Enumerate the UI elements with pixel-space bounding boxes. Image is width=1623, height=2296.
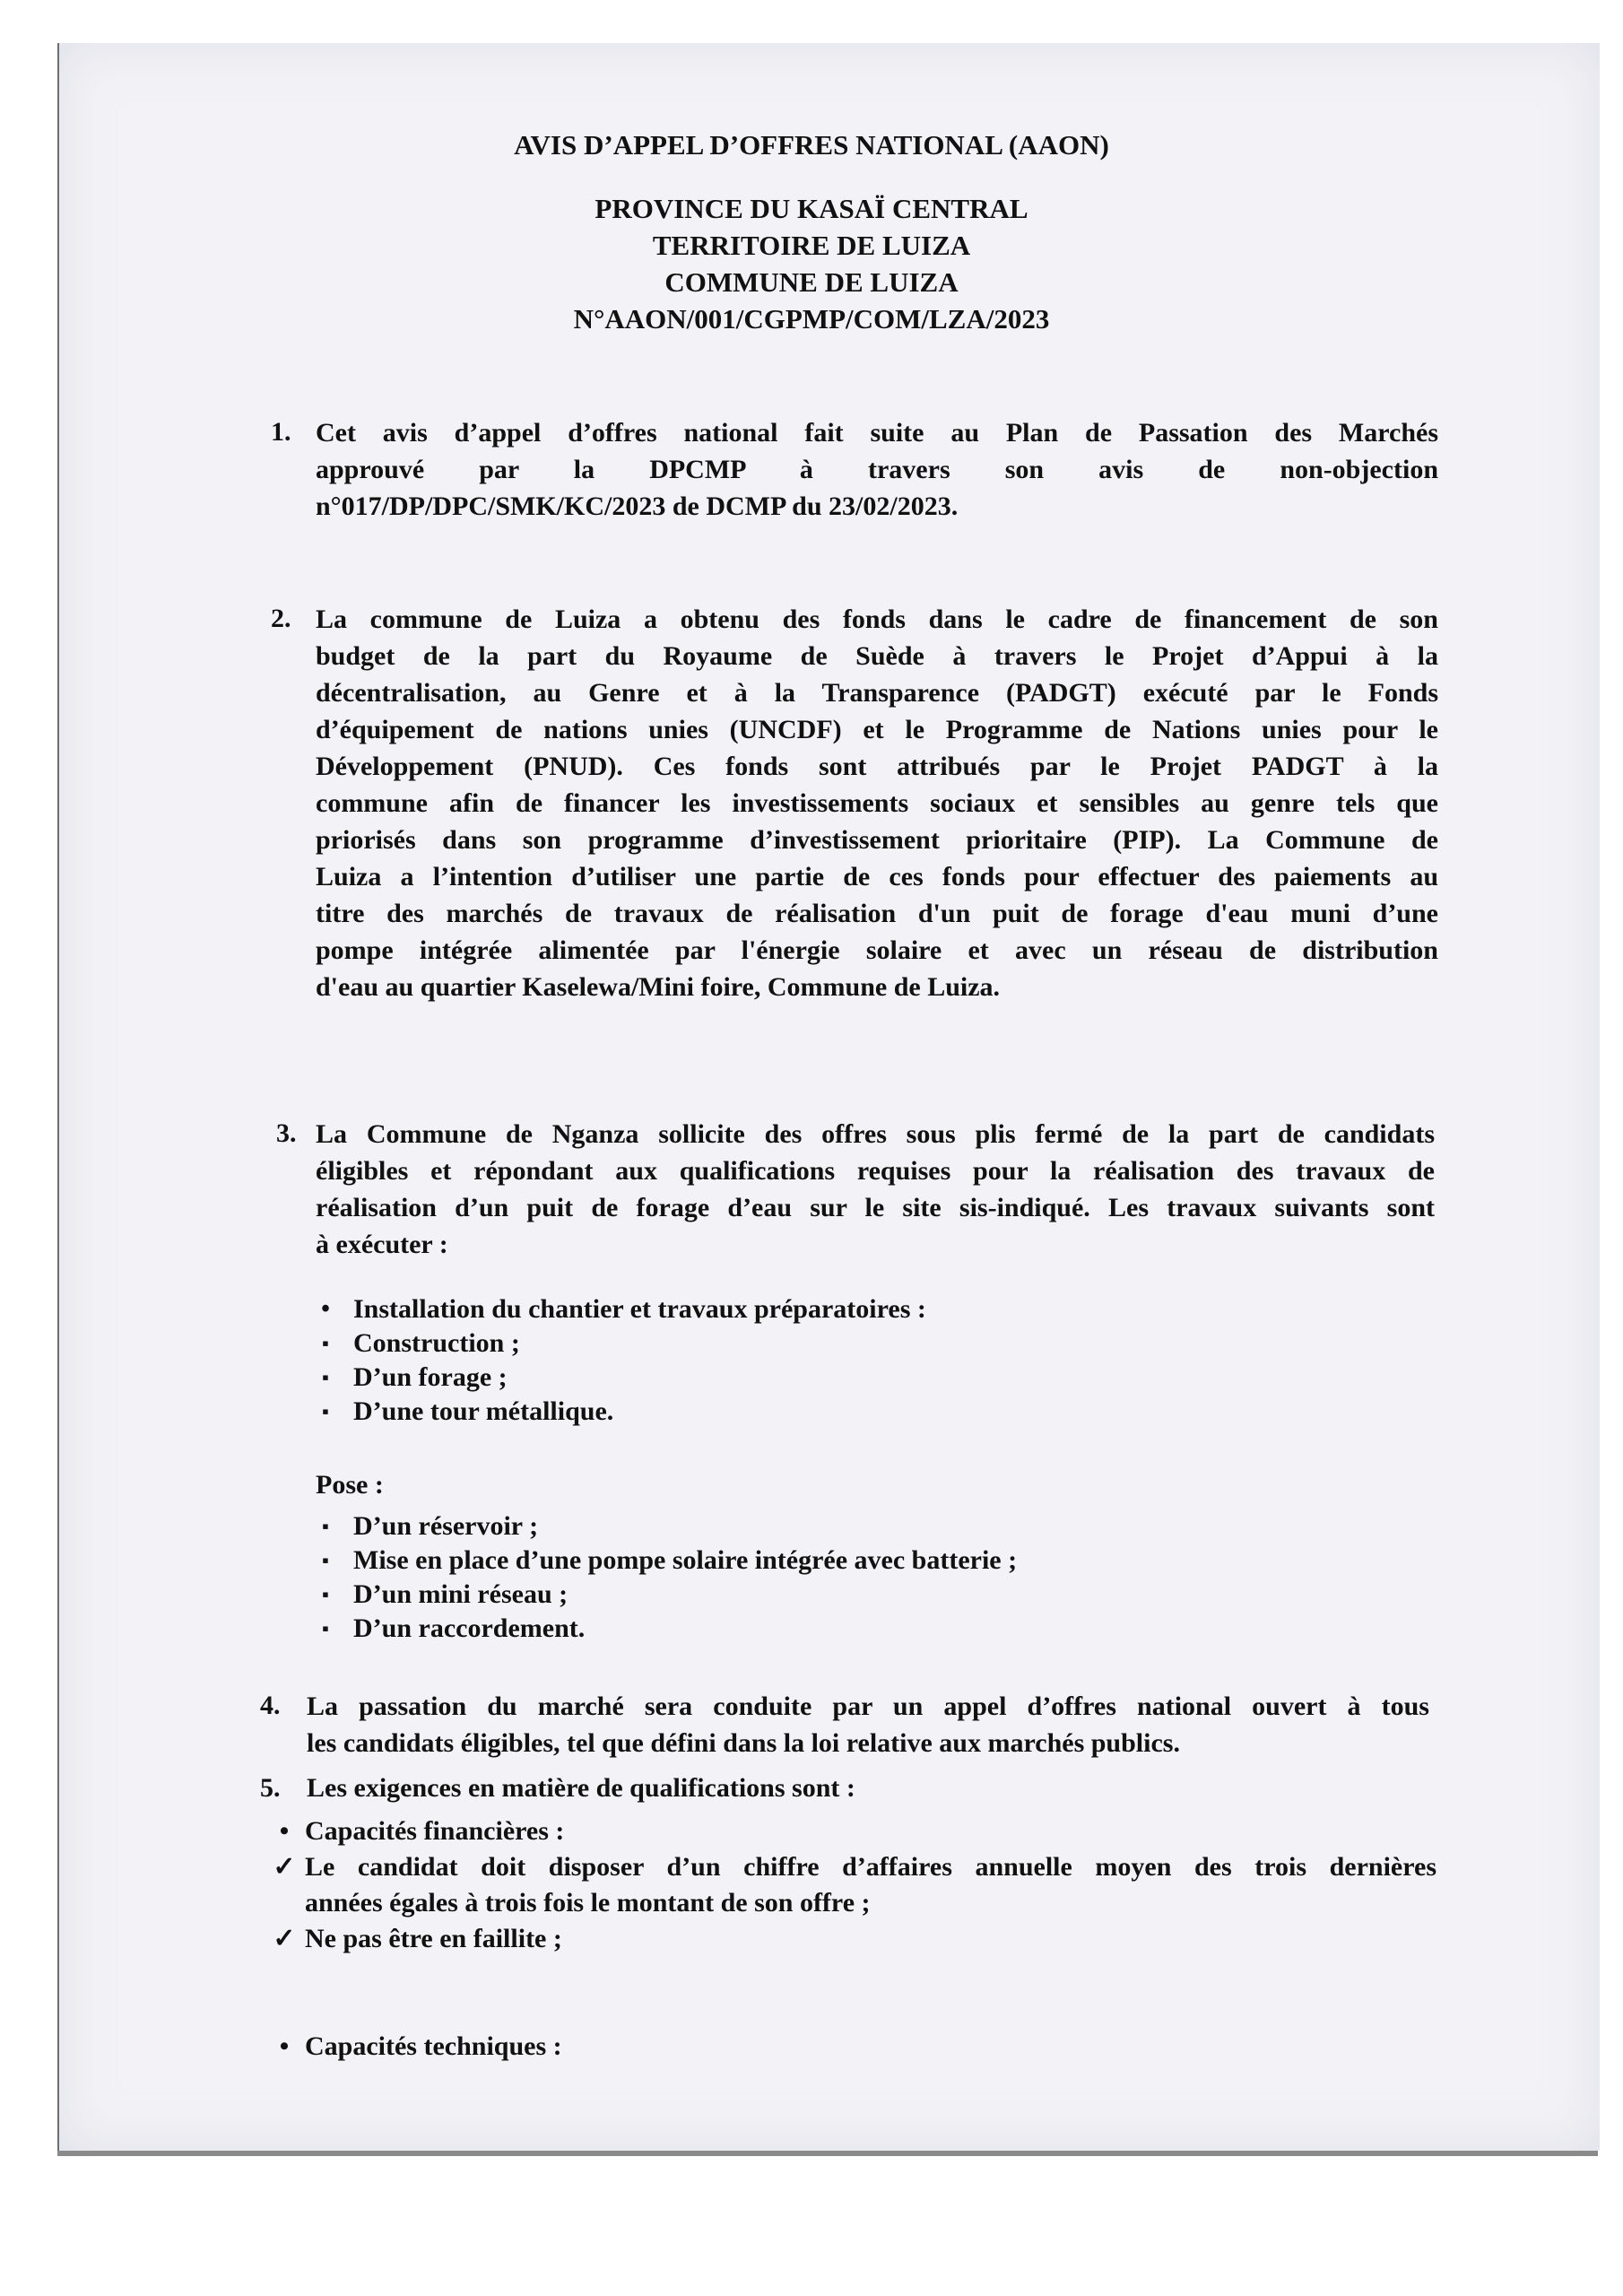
section-3-line: La Commune de Nganza sollicite des offres sous plis fermé de la part de candidats [316,1119,1435,1149]
section-5-number: 5. [260,1773,281,1803]
list-item [312,1292,1388,1326]
list-item [312,1578,1388,1612]
list-item-text: D’un réservoir ; [353,1511,539,1541]
section-2-line: Luiza a l’intention d’utiliser une partie de ces fonds pour effectuer des paiements au [316,862,1438,891]
list-item [312,1361,1388,1395]
section-2-line: d'eau au quartier Kaselewa/Mini foire, Commune de Luiza. [316,972,1001,1002]
list-item-text: Construction ; [353,1328,520,1358]
list-item [312,1395,1388,1429]
financial-requirement-1-cont [271,1885,1436,1921]
qualifications-block [271,1813,1436,2065]
section-2-line: La commune de Luiza a obtenu des fonds dans le cadre de financement de son [316,604,1438,634]
section-1-line: n°017/DP/DPC/SMK/KC/2023 de DCMP du 23/02/2023. [316,491,959,521]
technical-label: Capacités techniques : [305,2031,562,2061]
pose-list [312,1509,1388,1646]
financial-requirement-2 [271,1921,1436,1957]
list-item [312,1509,1388,1544]
list-item-text: Mise en place d’une pompe solaire intégrée avec batterie ; [353,1545,1018,1575]
list-item-text: D’une tour métallique. [353,1396,614,1426]
section-1-line: Cet avis d’appel d’offres national fait suite au Plan de Passation des Marchés [316,418,1438,448]
header-province: PROVINCE DU KASAÏ CENTRAL [595,193,1028,224]
bullet-icon: • [279,1816,290,1846]
section-1-paragraph [316,414,1438,525]
requirement-line: Le candidat doit disposer d’un chiffre d’affaires annuelle moyen des trois dernières [305,1852,1436,1882]
bullet-icon: • [279,2031,290,2061]
section-4-number: 4. [260,1691,281,1720]
list-item [312,1544,1388,1578]
section-2-line: commune afin de financer les investissements sociaux et sensibles au genre tels que [316,788,1438,818]
checkmark-icon: ✓ [273,1852,296,1882]
list-item-text: D’un forage ; [353,1362,508,1392]
works-list [312,1292,1388,1429]
section-3-line: éligibles et répondant aux qualifications requises pour la réalisation des travaux de [316,1156,1435,1186]
section-3-line: à exécuter : [316,1230,448,1259]
section-3-line: réalisation d’un puit de forage d’eau sur le site sis-indiqué. Les travaux suivants sont [316,1193,1435,1222]
header-reference: N°AAON/001/CGPMP/COM/LZA/2023 [573,303,1050,335]
section-1-number: 1. [271,417,291,447]
financial-capacity-heading [271,1813,1436,1849]
header-territoire: TERRITOIRE DE LUIZA [652,230,971,261]
section-2-line: pompe intégrée alimentée par l'énergie solaire et avec un réseau de distribution [316,935,1438,965]
section-3-number: 3. [276,1118,297,1148]
section-3-paragraph [316,1116,1435,1263]
section-2-line: d’équipement de nations unies (UNCDF) et le Programme de Nations unies pour le [316,715,1438,744]
requirement-line: années égales à trois fois le montant de son offre ; [305,1888,871,1918]
square-bullet-icon: ▪ [322,1617,329,1639]
section-2-line: décentralisation, au Genre et à la Transparence (PADGT) exécuté par le Fonds [316,678,1438,708]
list-item-text: D’un raccordement. [353,1613,586,1643]
checkmark-icon: ✓ [273,1924,296,1953]
technical-capacity-heading [271,2029,1436,2065]
spacer [271,1957,1436,2029]
section-4-line: La passation du marché sera conduite par un appel d’offres national ouvert à tous [307,1692,1429,1721]
section-4-line: les candidats éligibles, tel que défini dans la loi relative aux marchés publics. [307,1728,1180,1758]
requirement-line: Ne pas être en faillite ; [305,1924,562,1953]
document-title: AVIS D’APPEL D’OFFRES NATIONAL (AAON) [514,129,1109,161]
square-bullet-icon: ▪ [322,1366,329,1388]
bullet-icon: • [321,1295,330,1323]
square-bullet-icon: ▪ [322,1400,329,1422]
list-item [312,1612,1388,1646]
section-2-line: titre des marchés de travaux de réalisation d'un puit de forage d'eau muni d’une [316,899,1438,928]
financial-label: Capacités financières : [305,1816,565,1846]
square-bullet-icon: ▪ [322,1515,329,1537]
section-5-text: Les exigences en matière de qualifications sont : [307,1773,855,1803]
financial-requirement-1 [271,1849,1436,1885]
section-2-line: priorisés dans son programme d’investissement prioritaire (PIP). La Commune de [316,825,1438,855]
header-commune: COMMUNE DE LUIZA [664,266,959,298]
square-bullet-icon: ▪ [322,1332,329,1354]
section-4-paragraph [307,1688,1429,1761]
document-header-block [0,190,1623,337]
square-bullet-icon: ▪ [322,1549,329,1571]
list-item-text: Installation du chantier et travaux préparatoires : [353,1294,926,1324]
section-2-line: Développement (PNUD). Ces fonds sont attribués par le Projet PADGT à la [316,752,1438,781]
pose-label: Pose : [316,1470,384,1500]
list-item [312,1326,1388,1361]
section-2-number: 2. [271,604,291,633]
section-2-paragraph [316,601,1438,1005]
section-1-line: approuvé par la DPCMP à travers son avis de non-objection [316,455,1438,484]
section-2-line: budget de la part du Royaume de Suède à travers le Projet d’Appui à la [316,641,1438,671]
square-bullet-icon: ▪ [322,1583,329,1605]
list-item-text: D’un mini réseau ; [353,1579,568,1609]
